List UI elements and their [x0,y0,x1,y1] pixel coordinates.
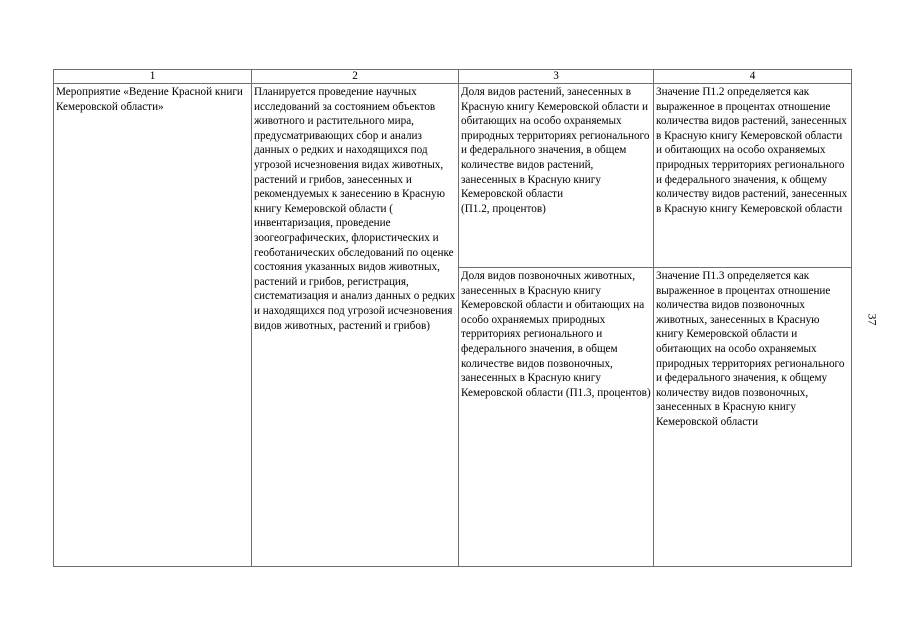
event-description-cell: Планируется проведение научных исследований за состоянием объектов животного и растительного мира, предусматривающих сбор и анализ данных о редких и находящихся под угрозой исчезновения видах животных, растений и грибов, занесенных и рекомендуемых к занесению в Красную книгу Кемеровской области ( инвентаризация, проведение зоогеографических, флористических и геоботанических обследований по оценке состояния указанных видов животных, растений и грибов, регистрация, систематизация и анализ данных о редких и находящихся под угрозой исчезновения видов животных, растений и грибов) [252,84,459,567]
column-number-row [54,70,852,84]
indicator-name-cell: Доля видов позвоночных животных, занесенных в Красную книгу Кемеровской области и обитающих на особо охраняемых природных территориях регионального и федерального значения, в общем количестве видов позвоночных, занесенных в Красную книгу Кемеровской области (П1.3, процентов) [459,268,654,567]
indicator-unit-text: (П1.2, процентов) [461,202,546,215]
column-header-1: 1 [54,70,252,84]
indicator-name-cell [459,84,654,268]
indicator-method-cell: Значение П1.3 определяется как выраженное в процентах отношение количества видов позвоночных животных, занесенных в Красную книгу Кемеровской области и обитающих на особо охраняемых природных территориях регионального и федерального значения, к общему количеству видов позвоночных, занесенных в Красную книгу Кемеровской области [654,268,852,567]
event-name-cell: Мероприятие «Ведение Красной книги Кемеровской области» [54,84,252,567]
program-table [53,69,852,567]
indicator-method-cell: Значение П1.2 определяется как выраженное в процентах отношение количества видов растений, занесенных в Красную книгу Кемеровской области и обитающих на особо охраняемых природных территориях регионального и федерального значения, к общему количеству видов растений, занесенных в Красную книгу Кемеровской области [654,84,852,268]
column-header-4: 4 [654,70,852,84]
page-number: 37 [865,313,880,326]
column-header-3: 3 [459,70,654,84]
indicator-name-text: Доля видов растений, занесенных в Красную книгу Кемеровской области и обитающих на особо охраняемых природных территориях регионального и федерального значения, в общем количестве видов растений, занесенных в Красную книгу Кемеровской области [461,86,650,201]
column-header-2: 2 [252,70,459,84]
table-row [54,84,852,268]
